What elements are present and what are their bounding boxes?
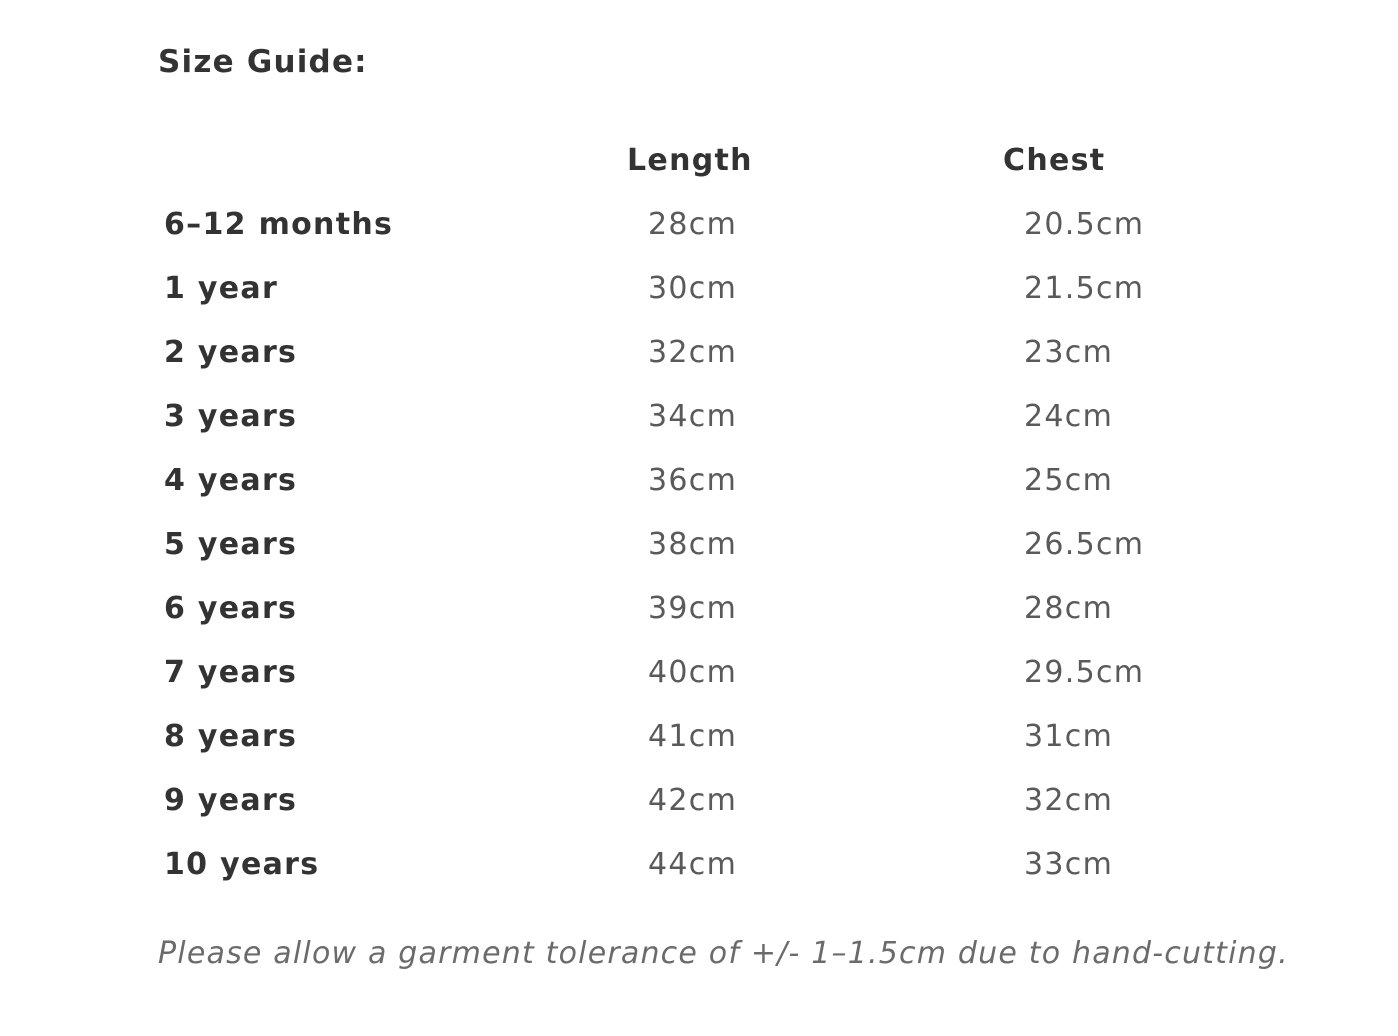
table-row: [158, 192, 1333, 256]
row-length: 44cm: [648, 846, 738, 882]
table-row: [158, 512, 1333, 576]
row-age: 10 years: [164, 846, 320, 882]
row-chest: 31cm: [1024, 718, 1114, 754]
header-empty: [158, 128, 627, 192]
row-age: 8 years: [164, 718, 298, 754]
row-chest: 26.5cm: [1024, 526, 1145, 562]
table-row: [158, 576, 1333, 640]
header-length: Length: [627, 142, 753, 178]
size-guide-title: Size Guide:: [158, 44, 368, 80]
table-row: [158, 320, 1333, 384]
row-length: 39cm: [648, 590, 738, 626]
table-row: [158, 256, 1333, 320]
table-row: [158, 832, 1333, 896]
row-length: 41cm: [648, 718, 738, 754]
size-table: [158, 128, 1333, 896]
row-length: 30cm: [648, 270, 738, 306]
row-age: 7 years: [164, 654, 298, 690]
row-length: 38cm: [648, 526, 738, 562]
row-chest: 24cm: [1024, 398, 1114, 434]
table-row: [158, 448, 1333, 512]
row-length: 36cm: [648, 462, 738, 498]
row-length: 28cm: [648, 206, 738, 242]
row-age: 5 years: [164, 526, 298, 562]
table-row: [158, 640, 1333, 704]
row-age: 9 years: [164, 782, 298, 818]
row-age: 6 years: [164, 590, 298, 626]
row-chest: 23cm: [1024, 334, 1114, 370]
tolerance-note: Please allow a garment tolerance of +/- 1–1.5cm due to hand-cutting.: [158, 936, 1289, 971]
row-length: 34cm: [648, 398, 738, 434]
row-length: 32cm: [648, 334, 738, 370]
row-chest: 21.5cm: [1024, 270, 1145, 306]
row-chest: 28cm: [1024, 590, 1114, 626]
row-chest: 33cm: [1024, 846, 1114, 882]
row-length: 40cm: [648, 654, 738, 690]
row-chest: 29.5cm: [1024, 654, 1145, 690]
row-chest: 32cm: [1024, 782, 1114, 818]
row-age: 6–12 months: [164, 206, 394, 242]
table-row: [158, 384, 1333, 448]
header-chest: Chest: [1003, 142, 1106, 178]
table-header-row: [158, 128, 1333, 192]
row-chest: 20.5cm: [1024, 206, 1145, 242]
row-age: 2 years: [164, 334, 298, 370]
row-chest: 25cm: [1024, 462, 1114, 498]
table-row: [158, 704, 1333, 768]
row-age: 1 year: [164, 270, 279, 306]
row-age: 3 years: [164, 398, 298, 434]
table-row: [158, 768, 1333, 832]
row-age: 4 years: [164, 462, 298, 498]
row-length: 42cm: [648, 782, 738, 818]
